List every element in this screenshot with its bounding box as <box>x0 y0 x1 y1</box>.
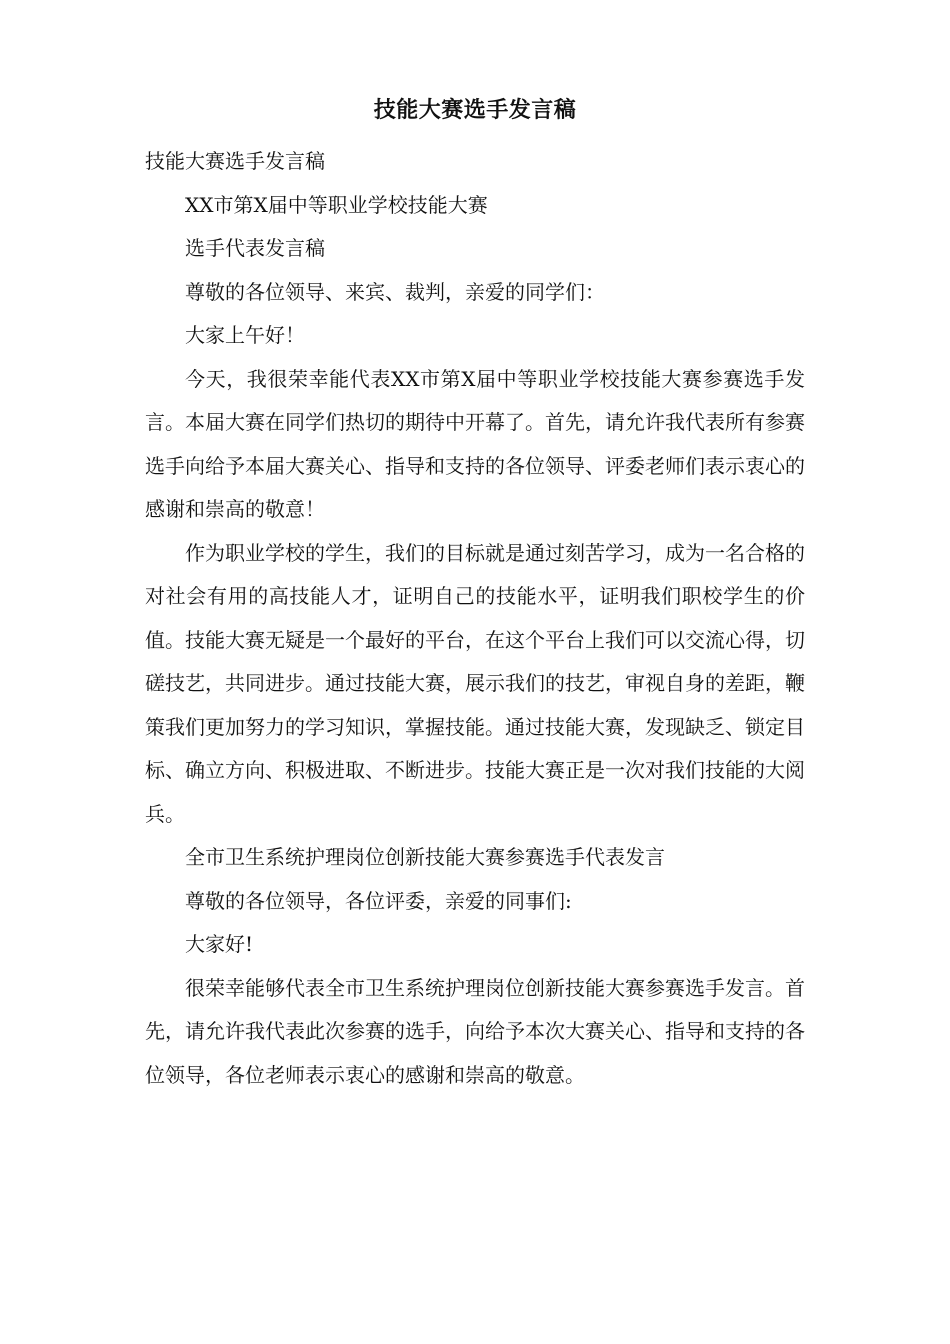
paragraph: 尊敬的各位领导，各位评委，亲爱的同事们: <box>185 888 572 913</box>
document-body <box>145 140 805 1097</box>
paragraph: 作为职业学校的学生，我们的目标就是通过刻苦学习，成为一名合格的对社会有用的高技能人才，证明自己的技能水平，证明我们职校学生的价值。技能大赛无疑是一个最好的平台，在这个平台上我们可以交流心得，切磋技艺，共同进步。通过技能大赛，展示我们的技艺，审视自身的差距，鞭策我们更加努力的学习知识，掌握技能。通过技能大赛，发现缺乏、锁定目标、确立方向、积极进取、不断进步。技能大赛正是一次对我们技能的大阅兵。 <box>145 540 805 826</box>
paragraph: 全市卫生系统护理岗位创新技能大赛参赛选手代表发言 <box>185 845 665 869</box>
document-title: 技能大赛选手发言稿 <box>373 97 577 123</box>
paragraph: 今天，我很荣幸能代表XX市第X届中等职业学校技能大赛参赛选手发言。本届大赛在同学们热切的期待中开幕了。首先，请允许我代表所有参赛选手向给予本届大赛关心、指导和支持的各位领导、评委老师们表示衷心的感谢和崇高的敬意！ <box>145 366 805 521</box>
paragraph: 大家上午好！ <box>185 323 305 347</box>
paragraph: XX市第X届中等职业学校技能大赛 <box>185 192 488 217</box>
paragraph: 大家好! <box>185 932 254 956</box>
paragraph: 尊敬的各位领导、来宾、裁判，亲爱的同学们： <box>185 279 605 304</box>
paragraph: 技能大赛选手发言稿 <box>145 149 325 173</box>
paragraph: 很荣幸能够代表全市卫生系统护理岗位创新技能大赛参赛选手发言。首先，请允许我代表此次参赛的选手，向给予本次大赛关心、指导和支持的各位领导，各位老师表示衷心的感谢和崇高的敬意。 <box>145 975 805 1087</box>
paragraph: 选手代表发言稿 <box>185 236 325 260</box>
